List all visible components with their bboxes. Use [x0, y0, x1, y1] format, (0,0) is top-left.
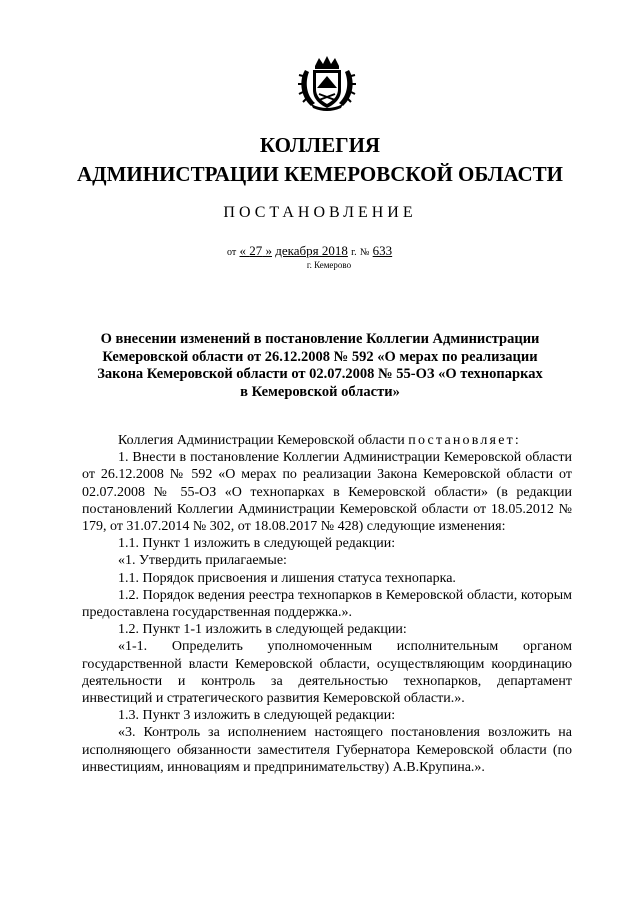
subject-line: в Кемеровской области» — [240, 383, 400, 400]
day-open-quote: « — [239, 243, 246, 258]
document-city: г. Кемерово — [306, 260, 352, 270]
intro-paragraph — [82, 432, 572, 449]
intro-text: Коллегия Администрации Кемеровской области — [118, 433, 409, 448]
date-day — [240, 243, 273, 258]
quoted-item-1-1b: «1-1. Определить уполномоченным исполнительным органом государственной власти Кемеровской области, осуществляющим координацию деятельности и контроль за деятельностью технопарков, департамент инвестиций и стратегического развития Кемеровской области.». — [82, 639, 572, 707]
subject-line: Закона Кемеровской области от 02.07.2008 № 55-ОЗ «О технопарках — [97, 366, 543, 382]
org-title-line2: АДМИНИСТРАЦИИ КЕМЕРОВСКОЙ ОБЛАСТИ — [76, 162, 564, 186]
paragraph-1-1: 1.1. Пункт 1 изложить в следующей редакции: — [118, 536, 396, 552]
date-month-year: декабря 2018 — [275, 243, 348, 258]
quoted-item-3: «3. Контроль за исполнением настоящего постановления возложить на исполняющего обязанности заместителя Губернатора Кемеровской области (по инвестициям, инновациям и предпринимательству) А.В.Крупина.». — [82, 725, 572, 775]
quoted-item-1-1: 1.1. Порядок присвоения и лишения статуса технопарка. — [118, 570, 456, 586]
document-type: ПОСТАНОВЛЕНИЕ — [223, 204, 417, 221]
day-close-quote: » — [265, 243, 272, 258]
year-suffix: г. — [351, 247, 357, 258]
paragraph-1-3: 1.3. Пункт 3 изложить в следующей редакции: — [118, 708, 396, 724]
document-number: 633 — [372, 243, 393, 258]
paragraph-1-2: 1.2. Пункт 1-1 изложить в следующей редакции: — [118, 622, 407, 638]
date-prefix: от — [227, 247, 237, 258]
document-subject — [70, 331, 570, 401]
paragraph-1: 1. Внести в постановление Коллегии Администрации Кемеровской области от 26.12.2008 № 592 «О мерах по реализации Закона Кемеровской области от 02.07.2008 № 55-ОЗ «О технопарках в Кемеровской области» (в редакции постановлений Коллегии Администрации Кемеровской области от 18.05.2012 № 179, от 31.07.2014 № 302, от 18.08.2017 № 428) следующие изменения: — [82, 450, 572, 535]
day-value: 27 — [249, 243, 263, 258]
kemerovo-coat-of-arms-icon — [297, 54, 357, 112]
quoted-item-1-2: 1.2. Порядок ведения реестра технопарков в Кемеровской области, которым предоставлена государственная поддержка.». — [82, 587, 572, 621]
quoted-item-1: «1. Утвердить прилагаемые: — [118, 553, 287, 569]
intro-resolves: постановляет: — [408, 433, 522, 448]
org-title-line1: КОЛЛЕГИЯ — [259, 133, 381, 157]
document-date-line — [227, 243, 437, 261]
document-body — [82, 432, 572, 776]
subject-line: О внесении изменений в постановление Коллегии Администрации — [100, 331, 540, 347]
number-sign: № — [359, 247, 370, 258]
subject-line: Кемеровской области от 26.12.2008 № 592 «О мерах по реализации — [102, 348, 538, 365]
